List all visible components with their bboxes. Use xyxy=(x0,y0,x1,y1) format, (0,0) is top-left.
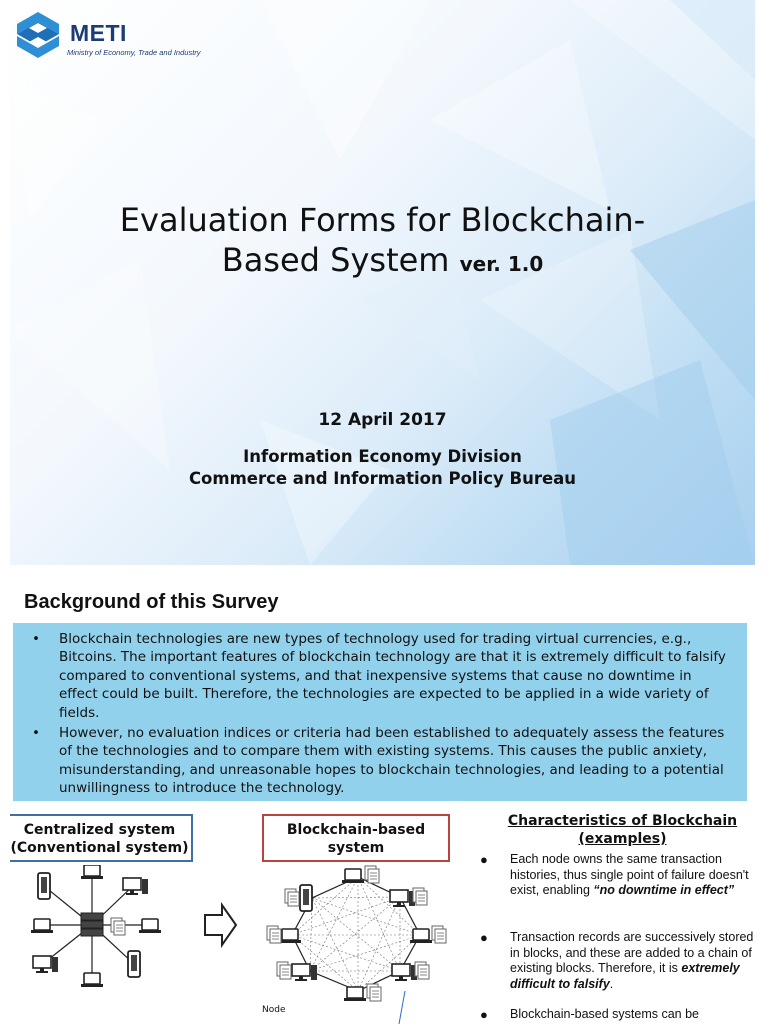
meti-logo xyxy=(15,10,215,62)
characteristics-title-line-1: Characteristics of Blockchain xyxy=(507,813,738,829)
title-line-1: Evaluation Forms for Blockchain- xyxy=(119,201,646,239)
background-slide xyxy=(10,580,758,1024)
characteristic-body: Each node owns the same transaction histories, thus single point of failure doesn't exist, enabling xyxy=(510,852,749,898)
blockchain-nodes xyxy=(267,866,446,1001)
characteristic-emphasis: extremely difficult to falsify xyxy=(510,961,740,991)
publication-date: 12 April 2017 xyxy=(318,410,447,430)
section-heading: Background of this Survey xyxy=(24,591,279,613)
blockchain-system-label xyxy=(262,814,450,862)
characteristic-tail: . xyxy=(609,976,614,991)
meti-logo-icon xyxy=(15,10,61,60)
bullet-text: However, no evaluation indices or criteria had been established to adequately assess the features of the technologies and to compare them with existing systems. This causes the public anxiety, misunderstanding, and unreasonable hopes to blockchain technologies, and leading to a potential unwillingness to introduce the technology. xyxy=(59,725,725,797)
laptop-icon xyxy=(31,919,53,933)
bullet-marker: ● xyxy=(480,852,488,867)
page-title xyxy=(10,200,755,284)
logo-subtitle: Ministry of Economy, Trade and Industry xyxy=(67,48,201,57)
characteristic-text xyxy=(510,852,758,899)
node-label: Node xyxy=(262,1005,286,1015)
blockchain-line-2: system xyxy=(327,840,385,856)
node-pointer-line xyxy=(399,991,405,1024)
version-label: ver. 1.0 xyxy=(459,252,544,276)
title-line-2 xyxy=(10,240,755,284)
bullet-marker: ● xyxy=(480,1007,488,1022)
characteristic-emphasis: “no downtime in effect” xyxy=(593,883,735,898)
blockchain-line-1: Blockchain-based xyxy=(286,822,426,838)
bullet-text: Blockchain technologies are new types of technology used for trading virtual currencies, e.g., Bitcoins. The important features of blockchain technology are that it is extremely difficult to falsify compared to conventional systems, and that inexpensive systems that cause no downtime in effect could be built. Therefore, the technologies are expected to be applied in a wide variety of fields. xyxy=(59,631,726,721)
centralized-line-1: Centralized system xyxy=(23,822,176,838)
central-server-icon xyxy=(81,913,125,936)
centralized-line-2: (Conventional system) xyxy=(10,840,189,856)
characteristic-body: Transaction records are successively stored in blocks, and these are added to a chain of existing blocks. Therefore, it is xyxy=(510,930,754,976)
centralized-system-label xyxy=(10,814,193,862)
characteristic-text xyxy=(510,930,758,992)
title-line-2-text: Based System xyxy=(221,241,450,279)
logo-word: METI xyxy=(70,20,127,46)
division-line-2: Commerce and Information Policy Bureau xyxy=(188,469,577,488)
characteristics-title-line-2: (examples) xyxy=(578,831,667,847)
bullet-marker: • xyxy=(32,725,40,741)
laptop-icon xyxy=(81,973,103,987)
phone-icon xyxy=(128,951,140,977)
right-arrow-icon xyxy=(205,905,236,945)
division-line-1: Information Economy Division xyxy=(243,447,522,466)
background-box xyxy=(13,623,747,801)
phone-icon xyxy=(38,873,50,899)
desktop-icon xyxy=(33,956,58,973)
characteristics-title xyxy=(500,812,745,848)
cover-slide xyxy=(10,0,755,565)
laptop-icon xyxy=(139,919,161,933)
characteristic-text: Blockchain-based systems can be xyxy=(510,1007,699,1021)
division-block xyxy=(10,446,755,490)
laptop-icon xyxy=(81,865,103,879)
bullet-marker: • xyxy=(32,631,40,647)
system-comparison-diagram xyxy=(10,865,490,1024)
bullet-marker: ● xyxy=(480,930,488,945)
